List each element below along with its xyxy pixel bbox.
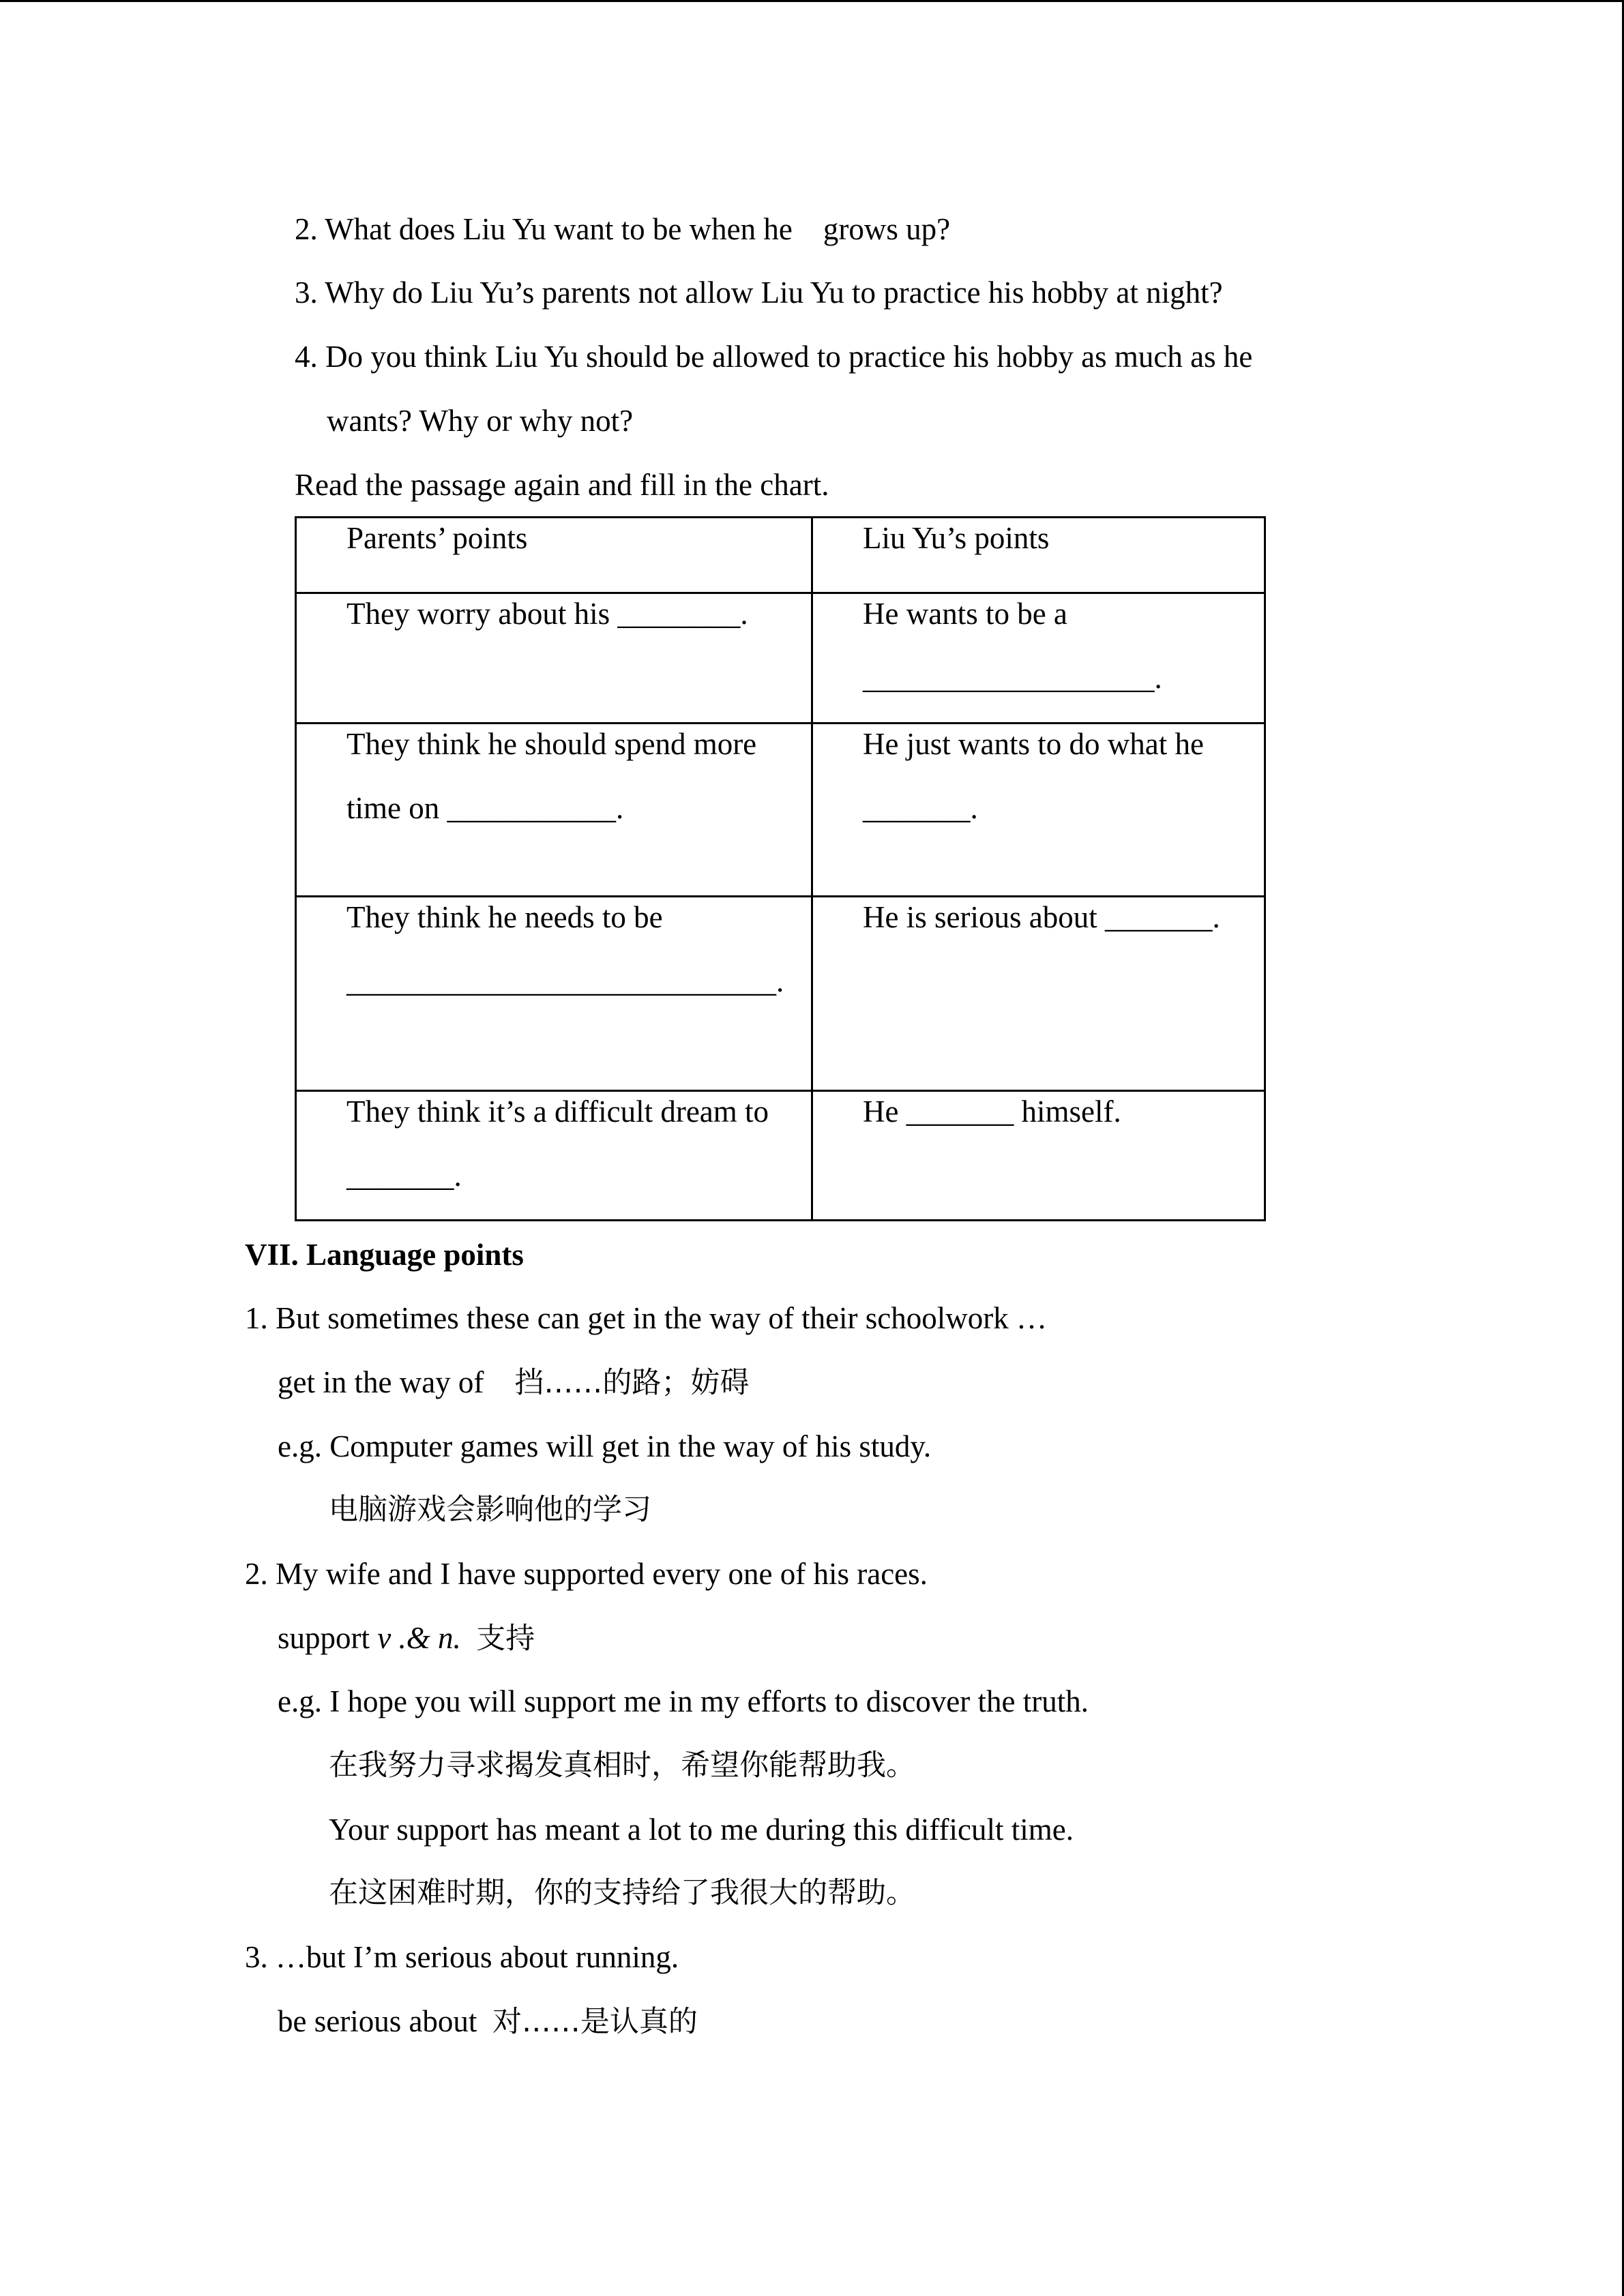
liu-yu-points-header: Liu Yu’s points	[863, 521, 1050, 555]
parents-points-header: Parents’ points	[346, 521, 528, 555]
point-2-example-2-translation: 在这困难时期，你的支持给了我很大的帮助。	[329, 1876, 915, 1910]
point-1-phrase	[278, 1363, 749, 1402]
point-1-sentence: 1. But sometimes these can get in the way of their schoolwork …	[245, 1301, 1047, 1335]
point-2-example: e.g. I hope you will support me in my efforts to discover the truth.	[278, 1684, 1089, 1718]
liu-yu-point-2: He just wants to do what he _______.	[863, 727, 1204, 825]
section-title: VII. Language points	[245, 1238, 524, 1272]
point-2-sentence: 2. My wife and I have supported every one of his races.	[245, 1557, 928, 1591]
chart-row	[296, 897, 1265, 1091]
liu-yu-point-3: He is serious about _______.	[863, 900, 1220, 934]
chart-cell	[812, 724, 1265, 897]
liu-yu-point-1: He wants to be a ___________________.	[863, 597, 1162, 695]
chart-row	[296, 1091, 1265, 1221]
question-4-continued: wants? Why or why not?	[327, 404, 634, 438]
point-3-phrase-en: be serious about	[278, 2004, 492, 2038]
parents-point-4: They think it’s a difficult dream to _______.	[346, 1094, 769, 1193]
page-top-border	[0, 0, 1624, 2]
question-4: 4. Do you think Liu Yu should be allowed to practice his hobby as much as he	[295, 340, 1253, 374]
point-2-example-2: Your support has meant a lot to me during this difficult time.	[329, 1813, 1074, 1847]
point-2-part-of-speech: v .& n.	[377, 1621, 461, 1655]
point-2-word-cn: 支持	[476, 1622, 535, 1656]
chart-cell	[296, 724, 812, 897]
point-3-phrase	[278, 2002, 698, 2041]
parents-point-1: They worry about his ________.	[346, 597, 748, 631]
chart-cell	[812, 593, 1265, 724]
point-3-sentence: 3. …but I’m serious about running.	[245, 1940, 679, 1974]
point-2-word-en: support	[278, 1621, 378, 1655]
chart-cell	[296, 897, 812, 1091]
question-3: 3. Why do Liu Yu’s parents not allow Liu Yu to practice his hobby at night?	[295, 275, 1223, 310]
point-2-word	[278, 1619, 535, 1658]
question-2: 2. What does Liu Yu want to be when he grows up?	[295, 212, 951, 246]
point-2-example-translation: 在我努力寻求揭发真相时，希望你能帮助我。	[329, 1748, 915, 1783]
chart-instruction: Read the passage again and fill in the chart.	[295, 468, 829, 502]
chart-cell	[812, 1091, 1265, 1221]
parents-point-3: They think he needs to be ____________________________.	[346, 900, 784, 998]
chart-cell	[296, 1091, 812, 1221]
points-chart	[295, 516, 1266, 1221]
point-1-phrase-en: get in the way of	[278, 1365, 515, 1399]
point-1-example-translation: 电脑游戏会影响他的学习	[329, 1493, 651, 1527]
point-3-phrase-cn: 对……是认真的	[492, 2005, 698, 2039]
point-1-example: e.g. Computer games will get in the way of his study.	[278, 1429, 932, 1463]
liu-yu-point-4: He _______ himself.	[863, 1094, 1121, 1129]
point-1-phrase-cn: 挡……的路；妨碍	[514, 1366, 750, 1400]
chart-cell	[296, 593, 812, 724]
chart-cell	[812, 897, 1265, 1091]
chart-row	[296, 593, 1265, 724]
parents-point-2: They think he should spend more time on ___________.	[346, 727, 757, 825]
chart-row	[296, 724, 1265, 897]
